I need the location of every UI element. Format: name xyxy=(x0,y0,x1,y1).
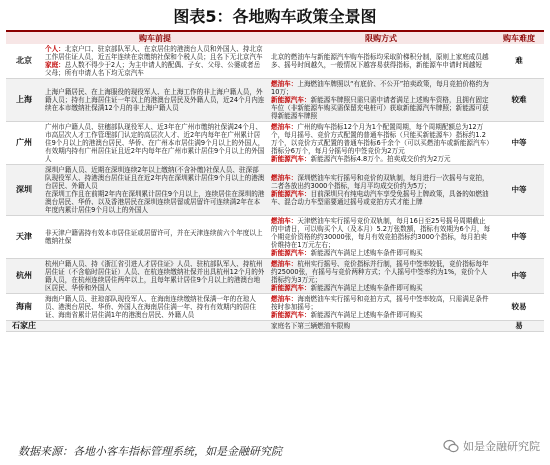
cell-method xyxy=(268,79,494,122)
table-row xyxy=(6,122,544,165)
cell-method-para xyxy=(271,96,491,120)
cell-requirements-para xyxy=(45,123,265,163)
cell-difficulty: 较易 xyxy=(511,302,527,311)
para-label: 新能源汽车： xyxy=(271,311,311,319)
cell-requirements-para xyxy=(45,88,265,112)
para-text: 北京的燃油车与新能源汽车购车指标均采取阶梯积分制，原则上家庭成员越多、摇号时间越久，一般情况下越容易获得指标，新能源车申请时间越短 xyxy=(271,53,489,69)
table-row xyxy=(6,165,544,216)
cell-requirements-para xyxy=(45,229,265,245)
para-label: 个人： xyxy=(45,45,65,53)
cell-difficulty: 难 xyxy=(515,56,523,65)
cell-method-para xyxy=(271,80,491,96)
cell-city: 海南 xyxy=(16,302,32,311)
cell-requirements xyxy=(42,79,268,122)
cell-requirements-para xyxy=(45,295,265,319)
para-label: 燃油车： xyxy=(271,123,298,131)
para-text: 海南燃油车实行摇号和竞拍方式，摇号中签率较高，只需满足条件按时参加摇号； xyxy=(271,295,489,311)
table-body xyxy=(6,44,544,332)
cell-method-para xyxy=(271,249,491,257)
header-requirements: 购车前提 xyxy=(42,32,268,44)
cell-city: 天津 xyxy=(16,232,32,241)
para-label: 新能源汽车： xyxy=(271,155,311,163)
cell-requirements-para xyxy=(45,260,265,292)
header-city xyxy=(6,32,42,44)
para-label: 新能源汽车： xyxy=(271,190,311,198)
para-label: 燃油车： xyxy=(271,217,298,225)
cell-method-para xyxy=(271,190,491,206)
cell-requirements xyxy=(42,44,268,79)
cell-requirements-para xyxy=(45,45,265,61)
cell-method-para xyxy=(271,53,491,69)
para-label: 家庭： xyxy=(45,61,65,69)
cell-method xyxy=(268,44,494,79)
table-row xyxy=(6,79,544,122)
para-label: 燃油车： xyxy=(271,174,298,182)
para-text: 目前深圳只有纯电动汽车享受免摇号上牌政策，具备的如燃油车、混合动力车型需要通过摇号或竞拍方式才能上牌 xyxy=(271,190,489,206)
para-text: 家庭名下第三辆燃油车限购 xyxy=(271,322,351,330)
table-row xyxy=(6,44,544,79)
cell-method xyxy=(268,216,494,259)
cell-method-para xyxy=(271,174,491,190)
cell-requirements-para xyxy=(45,61,265,77)
cell-method-para xyxy=(271,284,491,292)
watermark-text: 如是金融研究院 xyxy=(463,440,540,453)
cell-city: 石家庄 xyxy=(12,321,36,330)
policy-table xyxy=(6,32,544,332)
para-text: 杭州户籍人员、持《浙江省引进人才居住证》人员、驻杭部队军人、持杭州居住证（不含临时居住证）人员、在杭连续缴纳社保并出具杭州12个月的外籍人员，在杭州连续居住两年以上，且每年累计居住9个月以上的港澳台地区居民、华侨和外国人 xyxy=(45,260,265,292)
header-difficulty: 购车难度 xyxy=(494,32,544,44)
cell-method-para xyxy=(271,123,491,155)
cell-method xyxy=(268,321,494,332)
para-text: 在深圳工作且在前期2年内在深圳累计居住9个月以上，连续居住在深圳的港澳台居民、华侨、以及香港居民在深圳连续居留或居留许可连续满2年在本年度内累计居住9个月以上的外国人 xyxy=(45,190,265,214)
cell-requirements xyxy=(42,122,268,165)
para-text: 上海户籍居民、在上海服役的现役军人、在上海工作的非上海户籍人员，外籍人员；持有上海居住证一年以上的港澳台居民及外籍人员，近24个月内连续在本市缴纳社保满12个月的非上海户籍人员 xyxy=(45,88,265,112)
para-label: 新能源汽车： xyxy=(271,249,311,257)
table-row xyxy=(6,294,544,321)
para-text: 总人数不得少于2人；为主申请人的配偶、子女、父母、公婆或者岳父母；所有申请人名下均无京汽车 xyxy=(45,61,261,77)
cell-difficulty: 中等 xyxy=(511,232,527,241)
cell-method-para xyxy=(271,155,491,163)
para-text: 海南户籍人员、驻琼部队现役军人、在海南连续缴纳社保满一年的在琼人员、港澳台居民、华侨、外国人在海南居住满一年、持有有效期内的居住证、海南省累计居住满1年的港澳台居民、外籍人员 xyxy=(45,295,256,319)
para-text: 上海燃油车牌照以“有底价、不公开”拍卖政策，每月竞拍价格约为10万； xyxy=(271,80,489,96)
cell-requirements xyxy=(42,294,268,321)
cell-city: 上海 xyxy=(16,95,32,104)
para-label: 燃油车： xyxy=(271,295,298,303)
para-text: 北京户口、驻京部队军人、在京居住的港澳台人员和外国人、持北京工作居住证人员，近五年连续在京缴纳社保和个税人员；且名下无北京汽车 xyxy=(45,45,263,61)
cell-city: 广州 xyxy=(16,138,32,147)
cell-method-para xyxy=(271,322,491,330)
para-label: 燃油车： xyxy=(271,80,298,88)
cell-requirements xyxy=(42,216,268,259)
cell-city: 杭州 xyxy=(16,271,32,280)
cell-method xyxy=(268,259,494,294)
para-text: 深圳户籍人员、近期在深圳连续2年以上缴纳(不含补缴)社保人员、驻深部队现役军人、持港澳台居住证且在近2年内在深圳累计居住9个月以上的港澳台居民、外籍人员 xyxy=(45,166,265,190)
cell-requirements xyxy=(42,259,268,294)
para-text: 广州市户籍人员、驻穗部队现役军人、近3年在广州市缴纳社保满24个月、市高层次人才工作管理部门认定的高层次人才、近2年内每年在广州累计居住9个月以上的港澳台居民、华侨、在广州本市居住满9个月以上的外国人，有效期内持有广州居住证且近2年内每年在广州市累计居住9个月以上的外国人 xyxy=(45,123,265,163)
cell-method xyxy=(268,294,494,321)
table-row xyxy=(6,216,544,259)
cell-city: 北京 xyxy=(16,56,32,65)
para-text: 新能源汽车满足上述购车条件即可购买 xyxy=(310,249,423,257)
cell-requirements xyxy=(42,321,268,332)
para-text: 新能源车牌照只需只需申请者满足上述购车资格，且拥有固定车位（非新能源车购买需保留充电桩可）获取新能源汽车牌照；新能源可获得新能源车牌照 xyxy=(271,96,489,120)
para-text: 杭州实行摇号、竞价指标并行制，摇号中签率较低，竞价指标每年约25000张，有摇号与竞价两种方式；个人摇号中签率约为1%，竞价个人指标约为3万元； xyxy=(271,260,489,284)
cell-difficulty: 较难 xyxy=(511,95,527,104)
cell-method-para xyxy=(271,260,491,284)
para-label: 燃油车： xyxy=(271,260,298,268)
wechat-icon xyxy=(443,438,459,454)
page-title: 图表5：各地购车政策全景图 xyxy=(173,6,377,26)
table-row xyxy=(6,259,544,294)
cell-method xyxy=(268,165,494,216)
cell-requirements xyxy=(42,165,268,216)
header-method: 限购方式 xyxy=(268,32,494,44)
cell-difficulty: 中等 xyxy=(511,271,527,280)
cell-method-para xyxy=(271,217,491,249)
cell-requirements-para xyxy=(45,166,265,190)
cell-difficulty: 易 xyxy=(515,321,523,330)
para-text: 深圳燃油车实行摇号和竞价的双轨制，每月进行一次摇号与竞拍，二者各放出约3000个指标，每月平均成交价约为5万； xyxy=(271,174,489,190)
para-label: 新能源汽车： xyxy=(271,284,311,292)
table-header xyxy=(6,32,544,44)
cell-city: 深圳 xyxy=(16,185,32,194)
para-text: 天津燃油车实行摇号竞价双轨制，每月16日至25号摇号周期截止的申请日，可以购买个人（及本月）5.2万张数额，指标有效期为6个月，每个期竞价资格的约30000张，每月有效竞拍指标约3000个指标，每月拍卖价维持在1万元左右； xyxy=(271,217,491,249)
cell-difficulty: 中等 xyxy=(511,138,527,147)
para-text: 广州的购车指标12个月为1个配置周期，每个周期配额总为12万个，每月摇号、竞价方式配置的普通车指标（只能买新能源车）指标约1.2万个，以竞价方式配置的普通车指标6千余个（可以买燃油车或新能源汽车）指标分6万个，每月分摇号的中签竞价为2万元 xyxy=(271,123,490,155)
watermark xyxy=(443,438,540,454)
cell-method-para xyxy=(271,295,491,311)
cell-requirements-para xyxy=(45,190,265,214)
cell-method xyxy=(268,122,494,165)
para-label: 新能源汽车： xyxy=(271,96,311,104)
source-note: 数据来源：各地小客车指标管理系统，如是金融研究院 xyxy=(18,445,282,458)
para-text: 新能源汽车满足上述购车条件即可购买 xyxy=(310,284,423,292)
para-text: 新能源汽车指标4.8万个。拍卖成交价约为2万元 xyxy=(310,155,451,163)
para-text: 非天津户籍需持有效本市居住证或居留许可，并在天津连续前六个年度以上缴纳社保 xyxy=(45,229,263,245)
table-row xyxy=(6,321,544,332)
cell-difficulty: 中等 xyxy=(511,185,527,194)
para-text: 新能源汽车满足上述购车条件即可购买 xyxy=(310,311,423,319)
cell-method-para xyxy=(271,311,491,319)
